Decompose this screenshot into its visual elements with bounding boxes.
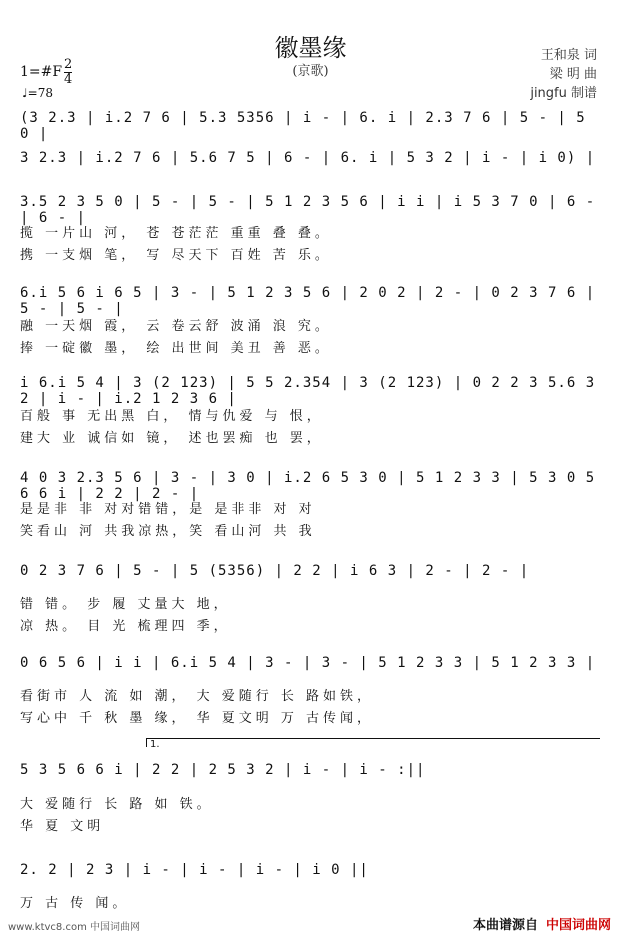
score-line-7: 0 2 3 7 6 | 5 - | 5 (5356) | 2 2 | i 6 3 | 2 - | 2 - |	[20, 563, 530, 579]
transcriber-credit: jingfu 制谱	[530, 86, 597, 101]
key-signature: 1=#F	[20, 64, 63, 80]
score-line-9: 5 3 5 6 6 i | 2 2 | 2 5 3 2 | i - | i - :||	[20, 762, 426, 778]
lyric-line-9a: 大 爱随行 长 路 如 铁。	[20, 797, 214, 812]
page-title: 徽墨缘	[274, 34, 347, 62]
lyric-line-8b: 写心中 千 秋 墨 缘， 华 夏文明 万 古传闻，	[20, 711, 375, 726]
score-line-1: (3 2.3 | i.2 7 6 | 5.3 5356 | i - | 6. i | 2.3 7 6 | 5 - | 5 0 |	[20, 110, 586, 142]
score-line-8: 0 6 5 6 | i i | 6.i 5 4 | 3 - | 3 - | 5 1 2 3 3 | 5 1 2 3 3 |	[20, 655, 596, 671]
lyricist-credit: 王和泉 词	[540, 48, 597, 63]
lyric-line-9b: 华 夏 文明	[20, 819, 105, 834]
footer-source	[473, 914, 611, 933]
lyric-line-4b: 捧 一碇徽 墨， 绘 出世间 美丑 善 恶。	[20, 341, 332, 356]
footer-site-watermark: www.ktvc8.com 中国词曲网	[8, 922, 141, 933]
volta-bracket: 1.	[146, 738, 600, 747]
lyric-line-4a: 融 一天烟 霞， 云 卷云舒 波涌 浪 究。	[20, 319, 332, 334]
score-line-5: i 6.i 5 4 | 3 (2 123) | 5 5 2.354 | 3 (2 123) | 0 2 2 3 5.6 3 2 | i - | i.2 1 2 3 6 |	[20, 375, 596, 407]
time-signature	[64, 58, 72, 87]
lyric-line-3b: 携 一支烟 笔， 写 尽天下 百姓 苦 乐。	[20, 248, 332, 263]
lyric-line-3a: 揽 一片山 河， 苍 苍茫茫 重重 叠 叠。	[20, 226, 332, 241]
lyric-line-7a: 错 错。 步 履 丈量大 地，	[20, 597, 231, 612]
composer-credit: 梁 明 曲	[549, 67, 597, 82]
score-line-10: 2. 2 | 2 3 | i - | i - | i - | i 0 ||	[20, 862, 369, 878]
lyric-line-5a: 百般 事 无出黑 白， 情与仇爱 与 恨，	[20, 409, 324, 424]
score-line-3: 3.5 2 3 5 0 | 5 - | 5 - | 5 1 2 3 5 6 | i i | i 5 3 7 0 | 6 - | 6 - |	[20, 194, 596, 226]
lyric-line-10a: 万 古 传 闻。	[20, 896, 130, 911]
page-subtitle: (京歌)	[292, 64, 329, 79]
tempo-marking: ♩=78	[22, 86, 53, 100]
lyric-line-6b: 笑看山 河 共我凉热，笑 看山河 共 我	[20, 524, 316, 539]
source-label: 本曲谱源自	[472, 918, 538, 933]
score-line-6: 4 0 3 2.3 5 6 | 3 - | 3 0 | i.2 6 5 3 0 | 5 1 2 3 3 | 5 3 0 5 6 6 i | 2 2 | 2 - |	[20, 470, 596, 502]
lyric-line-5b: 建大 业 诚信如 镜， 述也罢痴 也 罢，	[20, 431, 324, 446]
lyric-line-6a: 是是非 非 对对错错，是 是非非 对 对	[20, 502, 316, 517]
meter-bottom: 4	[64, 72, 73, 87]
lyric-line-8a: 看街市 人 流 如 潮， 大 爱随行 长 路如铁，	[20, 689, 375, 704]
score-line-2: 3 2.3 | i.2 7 6 | 5.6 7 5 | 6 - | 6. i | 5 3 2 | i - | i 0) |	[20, 150, 596, 166]
lyric-line-7b: 凉 热。 目 光 梳理四 季，	[20, 619, 231, 634]
score-line-4: 6.i 5 6 i 6 5 | 3 - | 5 1 2 3 5 6 | 2 0 2 | 2 - | 0 2 3 7 6 | 5 - | 5 - |	[20, 285, 596, 317]
meter-top: 2	[64, 57, 73, 72]
source-brand: 中国词曲网	[545, 918, 611, 933]
